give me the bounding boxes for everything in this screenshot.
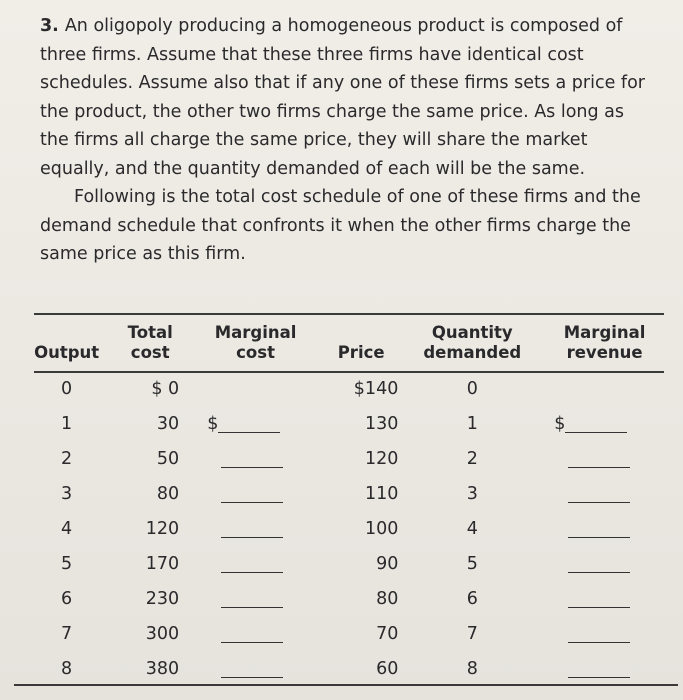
marginal-revenue-cell: [526, 651, 683, 686]
marginal-cost-cell: [197, 406, 304, 441]
output-cell: 3: [61, 483, 73, 504]
marginal-cost-blank[interactable]: [221, 554, 283, 573]
marginal-cost-cell: [197, 581, 304, 616]
marginal-cost-blank[interactable]: [221, 624, 283, 643]
price-cell: $140: [353, 378, 399, 399]
output-cell: 2: [61, 448, 73, 469]
marginal-revenue-blank[interactable]: [568, 624, 630, 643]
quantity-demanded-cell: 0: [466, 378, 478, 399]
output-cell: 5: [61, 553, 73, 574]
total-cost-cell: 50: [156, 448, 180, 469]
total-cost-cell: 120: [145, 518, 180, 539]
marginal-cost-blank[interactable]: [221, 519, 283, 538]
marginal-revenue-blank[interactable]: [568, 449, 630, 468]
marginal-revenue-cell: [526, 511, 683, 546]
marginal-cost-blank[interactable]: [221, 484, 283, 503]
total-cost-cell: 380: [145, 658, 180, 679]
output-cell: 8: [61, 658, 73, 679]
table-bottom-rule: [14, 684, 678, 686]
quantity-demanded-cell: 8: [466, 658, 478, 679]
marginal-cost-blank[interactable]: [218, 414, 280, 433]
marginal-revenue-blank[interactable]: [568, 554, 630, 573]
problem-number: 3.: [40, 16, 59, 36]
table-row: [30, 546, 683, 581]
marginal-revenue-blank[interactable]: [568, 659, 630, 678]
output-cell: 6: [61, 588, 73, 609]
table-header-row: [30, 318, 683, 371]
marginal-revenue-prefix: $: [554, 413, 566, 434]
quantity-demanded-cell: 2: [466, 448, 478, 469]
marginal-cost-blank[interactable]: [221, 449, 283, 468]
marginal-cost-prefix: $: [207, 413, 219, 434]
total-cost-cell: 230: [145, 588, 180, 609]
marginal-revenue-cell: [526, 371, 683, 406]
header-output: Output: [34, 343, 100, 362]
output-cell: 4: [61, 518, 73, 539]
price-cell: 110: [364, 483, 399, 504]
problem-paragraph-1-text: An oligopoly producing a homogeneous product is composed of three firms. Assume that these three firms have identical cost schedules. Assume also that if any one of these firms sets a price for the product, the other two firms charge the same price. As long as the firms all charge the same price, they will share the market equally, and the quantity demanded of each will be the same.: [40, 16, 645, 179]
marginal-cost-cell: [197, 616, 304, 651]
table-row: [30, 476, 683, 511]
quantity-demanded-cell: 5: [466, 553, 478, 574]
marginal-revenue-blank[interactable]: [565, 414, 627, 433]
table-top-rule: [34, 313, 664, 315]
quantity-demanded-cell: 4: [466, 518, 478, 539]
price-cell: 100: [364, 518, 399, 539]
marginal-revenue-cell: [526, 616, 683, 651]
problem-paragraph-2: Following is the total cost schedule of one of these firms and the demand schedule that confronts it when the other firms charge the same price as this firm.: [40, 187, 641, 264]
header-price: Price: [337, 343, 385, 362]
header-quantity-demanded: Quantity demanded: [423, 323, 522, 362]
table-row: [30, 651, 683, 686]
quantity-demanded-cell: 3: [466, 483, 478, 504]
table-row: [30, 441, 683, 476]
table-row: [30, 616, 683, 651]
marginal-revenue-blank[interactable]: [568, 484, 630, 503]
marginal-cost-blank[interactable]: [221, 589, 283, 608]
marginal-cost-blank[interactable]: [221, 659, 283, 678]
total-cost-cell: $ 0: [151, 378, 180, 399]
quantity-demanded-cell: 7: [466, 623, 478, 644]
total-cost-cell: 170: [145, 553, 180, 574]
price-cell: 70: [376, 623, 399, 644]
marginal-revenue-cell: [526, 441, 683, 476]
table-row: [30, 406, 683, 441]
marginal-revenue-cell: [526, 476, 683, 511]
total-cost-cell: 80: [156, 483, 180, 504]
table-row: [30, 511, 683, 546]
marginal-cost-cell: [197, 546, 304, 581]
quantity-demanded-cell: 6: [466, 588, 478, 609]
total-cost-cell: 30: [156, 413, 180, 434]
table-row: [30, 371, 683, 406]
output-cell: 0: [61, 378, 73, 399]
output-cell: 7: [61, 623, 73, 644]
marginal-revenue-blank[interactable]: [568, 589, 630, 608]
header-marginal-revenue: Marginal revenue: [563, 323, 646, 362]
problem-paragraph-1: [40, 12, 656, 183]
price-cell: 80: [376, 588, 399, 609]
marginal-revenue-cell: [526, 581, 683, 616]
price-cell: 130: [364, 413, 399, 434]
quantity-demanded-cell: 1: [466, 413, 478, 434]
header-marginal-cost: Marginal cost: [214, 323, 297, 362]
marginal-cost-cell: [197, 651, 304, 686]
marginal-cost-cell: [197, 441, 304, 476]
table-row: [30, 581, 683, 616]
problem-text: [40, 12, 656, 269]
table-body: [30, 371, 683, 686]
total-cost-cell: 300: [145, 623, 180, 644]
marginal-cost-cell: [197, 371, 304, 406]
marginal-revenue-blank[interactable]: [568, 519, 630, 538]
marginal-revenue-cell: [526, 406, 683, 441]
marginal-revenue-cell: [526, 546, 683, 581]
marginal-cost-cell: [197, 511, 304, 546]
price-cell: 60: [376, 658, 399, 679]
price-cell: 120: [364, 448, 399, 469]
marginal-cost-cell: [197, 476, 304, 511]
header-total-cost: Total cost: [127, 323, 173, 362]
output-cell: 1: [61, 413, 73, 434]
cost-demand-schedule-table: [30, 318, 683, 686]
price-cell: 90: [376, 553, 399, 574]
